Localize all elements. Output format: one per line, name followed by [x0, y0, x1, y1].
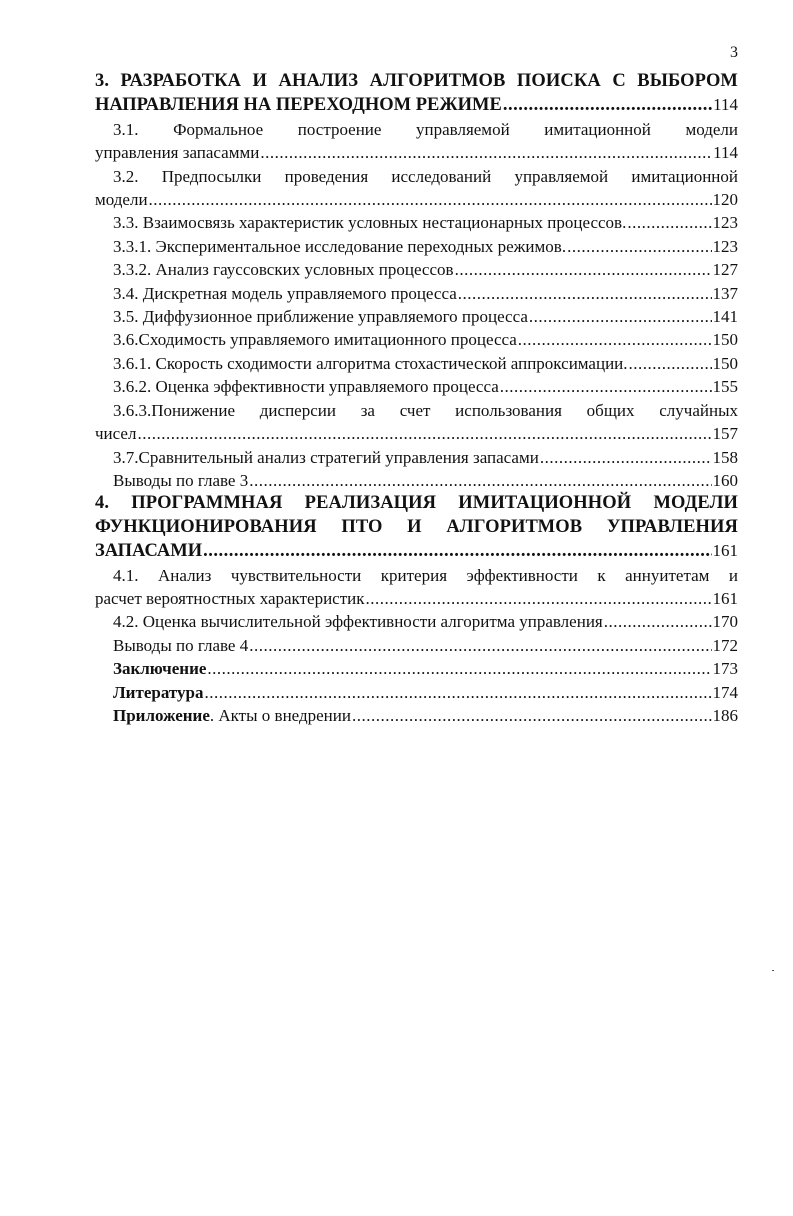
- toc-conclusions-chapter-3: [95, 469, 738, 492]
- toc-entry-line1: 3.2. Предпосылки проведения исследований управляемой имитационной: [113, 166, 738, 186]
- toc-section-3-6-1: [95, 352, 738, 375]
- toc-entry-title: 3.6.1. Скорость сходимости алгоритма стохастической аппроксимации.: [113, 353, 628, 373]
- toc-entry-title: Выводы по главе 3: [113, 470, 249, 490]
- toc-entry-line2: расчет вероятностных характеристик: [95, 588, 365, 608]
- toc-chapter-4-title-line3: ЗАПАСАМИ: [95, 541, 203, 562]
- toc-section-3-1: [95, 118, 738, 165]
- toc-entry-title: 3.4. Дискретная модель управляемого процесса: [113, 283, 457, 303]
- toc-entry-title: 3.5. Диффузионное приближение управляемого процесса: [113, 307, 528, 327]
- toc-page-number: 137: [712, 283, 738, 303]
- toc-conclusions-chapter-4: [95, 634, 738, 657]
- toc-page-number: 150: [712, 330, 738, 350]
- toc-section-4-1: [95, 564, 738, 611]
- toc-entry-title: Литература: [113, 682, 204, 702]
- scan-speck: [772, 970, 774, 971]
- toc-page-number: 114: [713, 143, 738, 163]
- toc-chapter-3: [95, 70, 738, 118]
- toc-section-3-6: [95, 328, 738, 351]
- toc-page-number: 174: [712, 682, 738, 702]
- toc-section-4-2: [95, 610, 738, 633]
- toc-appendix: [95, 704, 738, 727]
- toc-conclusion: [95, 657, 738, 680]
- toc-section-3-2: [95, 165, 738, 212]
- toc-page-number: 158: [712, 447, 738, 467]
- toc-entry-title: 4.2. Оценка вычислительной эффективности алгоритма управления: [113, 612, 603, 632]
- toc-section-3-3-1: [95, 235, 738, 258]
- toc-page-number: 114: [713, 95, 738, 115]
- toc-section-3-6-3: [95, 399, 738, 446]
- toc-page-number: 160: [712, 470, 738, 490]
- toc-literature: [95, 681, 738, 704]
- toc-page-number: 161: [712, 541, 738, 561]
- toc-entry-title: 3.6.2. Оценка эффективности управляемого процесса: [113, 377, 499, 397]
- toc-entry-title: 3.3.1. Экспериментальное исследование переходных режимов.: [113, 236, 567, 256]
- toc-page-number: 150: [712, 353, 738, 373]
- page-number: 3: [730, 44, 738, 61]
- toc-section-3-6-2: [95, 375, 738, 398]
- toc-section-3-5: [95, 305, 738, 328]
- toc-entry-line2: чисел: [95, 424, 137, 444]
- toc-page-number: 173: [712, 659, 738, 679]
- toc-page-number: 123: [712, 213, 738, 233]
- toc-entry-line1: 4.1. Анализ чувствительности критерия эффективности к аннуитетам и: [113, 565, 738, 585]
- toc-page-number: 141: [712, 307, 738, 327]
- toc-page-number: 127: [712, 260, 738, 280]
- toc-entry-title: Заключение: [113, 659, 207, 679]
- toc-entry-line1: 3.1. Формальное построение управляемой имитационной модели: [113, 119, 738, 139]
- toc-section-3-4: [95, 282, 738, 305]
- toc-page-number: 120: [712, 190, 738, 210]
- toc-page-number: 161: [712, 588, 738, 608]
- toc-chapter-4: [95, 492, 738, 563]
- toc-entry-title: 3.6.Сходимость управляемого имитационного процесса: [113, 330, 517, 350]
- toc-appendix-label: Приложение: [113, 705, 210, 725]
- toc-entry-line2: управления запасамми: [95, 143, 260, 163]
- toc-page-number: 170: [712, 612, 738, 632]
- table-of-contents: [95, 70, 738, 727]
- toc-appendix-title: . Акты о внедрении: [209, 705, 351, 725]
- toc-chapter-4-title-line2: ФУНКЦИОНИРОВАНИЯ ПТО И АЛГОРИТМОВ УПРАВЛЕНИЯ: [95, 516, 738, 537]
- toc-section-3-7: [95, 446, 738, 469]
- toc-page-number: 172: [712, 635, 738, 655]
- toc-entry-line1: 3.6.3.Понижение дисперсии за счет использования общих случайных: [113, 400, 738, 420]
- toc-chapter-4-title-line1: 4. ПРОГРАММНАЯ РЕАЛИЗАЦИЯ ИМИТАЦИОННОЙ МОДЕЛИ: [95, 493, 738, 514]
- toc-section-3-3: [95, 211, 738, 234]
- toc-page-number: 157: [712, 424, 738, 444]
- toc-chapter-3-title-line1: 3. РАЗРАБОТКА И АНАЛИЗ АЛГОРИТМОВ ПОИСКА С ВЫБОРОМ: [95, 71, 738, 91]
- toc-entry-title: 3.3.2. Анализ гауссовских условных процессов: [113, 260, 454, 280]
- toc-entry-title: 3.7.Сравнительный анализ стратегий управления запасами: [113, 447, 539, 467]
- toc-page-number: 186: [712, 705, 738, 725]
- toc-page-number: 155: [712, 377, 738, 397]
- toc-section-3-3-2: [95, 258, 738, 281]
- toc-chapter-3-title-line2: НАПРАВЛЕНИЯ НА ПЕРЕХОДНОМ РЕЖИМЕ: [95, 95, 502, 116]
- toc-entry-title: 3.3. Взаимосвязь характеристик условных нестационарных процессов.: [113, 213, 627, 233]
- toc-entry-title: Выводы по главе 4: [113, 635, 249, 655]
- toc-entry-line2: модели: [95, 190, 148, 210]
- toc-page-number: 123: [712, 236, 738, 256]
